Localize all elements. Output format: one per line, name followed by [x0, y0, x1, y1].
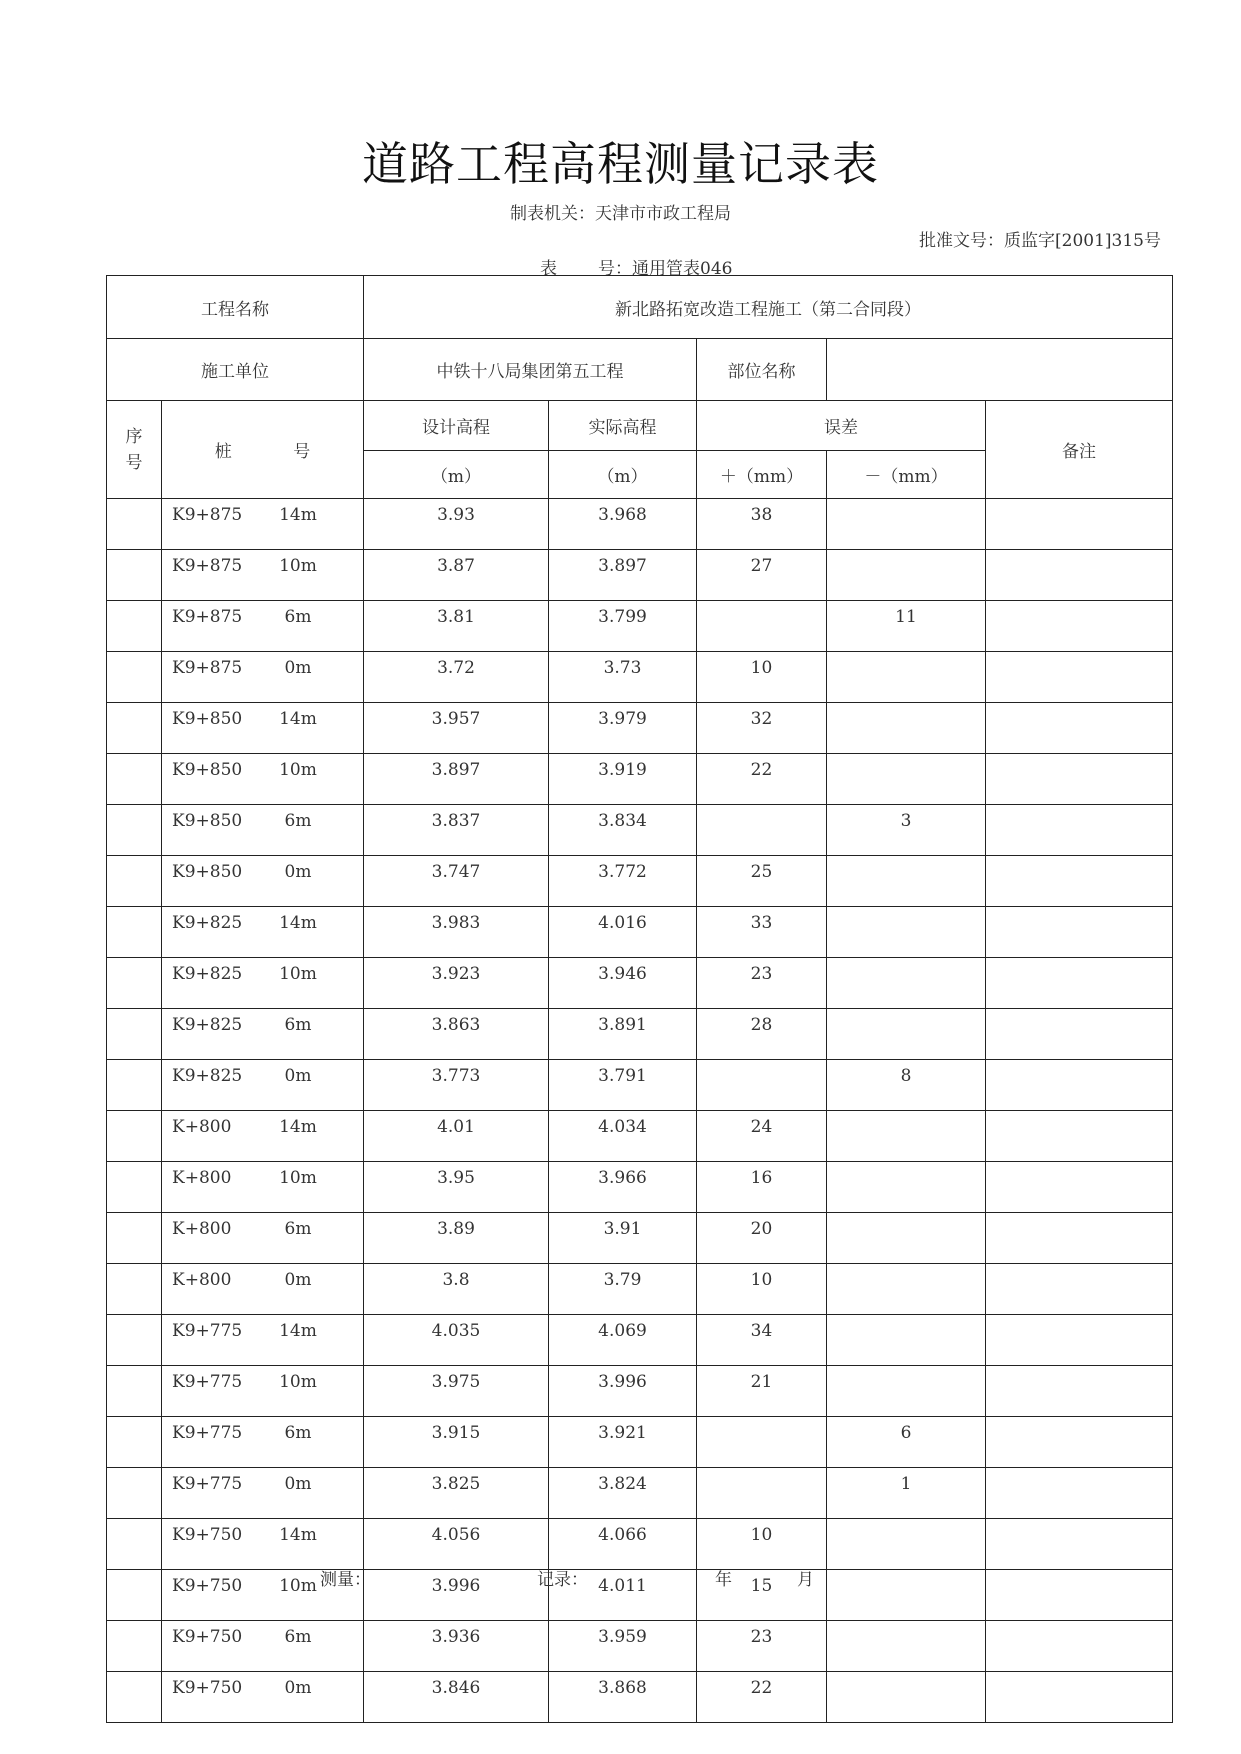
pile-cell — [162, 1060, 364, 1111]
design-unit-label: （m） — [364, 451, 549, 499]
plus-error-header: ＋（mm） — [697, 451, 827, 499]
plus-error-cell: 23 — [697, 958, 827, 1009]
design-elevation-cell: 3.863 — [364, 1009, 549, 1060]
plus-error-cell: 24 — [697, 1111, 827, 1162]
actual-elevation-header: 实际高程 — [549, 401, 697, 451]
seq-header-char-2: 号 — [125, 452, 143, 473]
station-value: K+800 — [172, 1117, 232, 1137]
minus-error-cell: 3 — [827, 805, 986, 856]
table-row — [107, 1366, 1173, 1417]
station-value: K9+775 — [172, 1474, 243, 1494]
pile-cell — [162, 856, 364, 907]
project-row — [107, 276, 1173, 339]
actual-elevation-cell: 3.791 — [549, 1060, 697, 1111]
remark-cell — [986, 652, 1173, 703]
offset-value: 10m — [279, 556, 317, 576]
station-value: K9+850 — [172, 862, 243, 882]
minus-error-cell — [827, 1111, 986, 1162]
offset-value: 6m — [284, 1015, 312, 1035]
design-elevation-cell: 3.957 — [364, 703, 549, 754]
table-row — [107, 1060, 1173, 1111]
design-elevation-header: 设计高程 — [364, 401, 549, 451]
minus-error-cell — [827, 1162, 986, 1213]
actual-elevation-cell: 3.946 — [549, 958, 697, 1009]
plus-error-cell: 23 — [697, 1621, 827, 1672]
table-row — [107, 1264, 1173, 1315]
pile-cell — [162, 499, 364, 550]
unit-row — [107, 339, 1173, 401]
seq-cell — [107, 856, 162, 907]
seq-cell — [107, 601, 162, 652]
recorder-label: 记录： — [537, 1570, 588, 1590]
plus-error-cell: 10 — [697, 652, 827, 703]
seq-cell — [107, 1570, 162, 1621]
pile-cell — [162, 958, 364, 1009]
plus-error-cell: 38 — [697, 499, 827, 550]
pile-cell — [162, 1519, 364, 1570]
actual-elevation-cell: 3.996 — [549, 1366, 697, 1417]
seq-cell — [107, 1417, 162, 1468]
table-row — [107, 1519, 1173, 1570]
table-row — [107, 1213, 1173, 1264]
project-name-value: 新北路拓宽改造工程施工（第二合同段） — [364, 276, 1173, 339]
offset-value: 10m — [279, 760, 317, 780]
remark-cell — [986, 1315, 1173, 1366]
offset-value: 14m — [279, 709, 317, 729]
actual-elevation-cell: 3.868 — [549, 1672, 697, 1723]
offset-value: 6m — [284, 1627, 312, 1647]
part-name-value — [827, 339, 1173, 401]
table-row — [107, 805, 1173, 856]
seq-cell — [107, 1213, 162, 1264]
station-value: K9+750 — [172, 1627, 243, 1647]
remark-cell — [986, 703, 1173, 754]
plus-error-cell — [697, 1468, 827, 1519]
remark-cell — [986, 1162, 1173, 1213]
seq-cell — [107, 499, 162, 550]
station-value: K9+775 — [172, 1423, 243, 1443]
remark-cell — [986, 1570, 1173, 1621]
month-label: 月 — [797, 1570, 814, 1590]
plus-error-cell: 25 — [697, 856, 827, 907]
minus-error-cell: 8 — [827, 1060, 986, 1111]
seq-cell — [107, 1519, 162, 1570]
remark-cell — [986, 1111, 1173, 1162]
actual-elevation-cell: 4.066 — [549, 1519, 697, 1570]
remark-cell — [986, 1519, 1173, 1570]
design-elevation-cell: 3.923 — [364, 958, 549, 1009]
offset-value: 10m — [279, 964, 317, 984]
seq-cell — [107, 1111, 162, 1162]
seq-cell — [107, 1009, 162, 1060]
table-row — [107, 1417, 1173, 1468]
actual-elevation-cell: 3.959 — [549, 1621, 697, 1672]
design-elevation-cell: 3.93 — [364, 499, 549, 550]
table-row — [107, 550, 1173, 601]
station-value: K9+850 — [172, 709, 243, 729]
station-value: K9+825 — [172, 1066, 243, 1086]
actual-elevation-cell: 3.79 — [549, 1264, 697, 1315]
actual-unit-label: （m） — [549, 451, 697, 499]
seq-cell — [107, 1264, 162, 1315]
pile-cell — [162, 1111, 364, 1162]
form-number-label: 表 — [540, 259, 557, 279]
design-elevation-cell: 3.747 — [364, 856, 549, 907]
design-elevation-cell: 3.8 — [364, 1264, 549, 1315]
design-elevation-cell: 3.936 — [364, 1621, 549, 1672]
pile-cell — [162, 805, 364, 856]
station-value: K+800 — [172, 1219, 232, 1239]
design-elevation-cell: 3.846 — [364, 1672, 549, 1723]
plus-error-cell — [697, 1417, 827, 1468]
actual-elevation-cell: 3.921 — [549, 1417, 697, 1468]
design-elevation-cell: 4.056 — [364, 1519, 549, 1570]
plus-error-cell: 32 — [697, 703, 827, 754]
plus-error-cell: 16 — [697, 1162, 827, 1213]
measurer-label: 测量： — [320, 1570, 371, 1590]
plus-error-cell: 22 — [697, 1672, 827, 1723]
remark-cell — [986, 856, 1173, 907]
minus-error-cell — [827, 1213, 986, 1264]
plus-error-cell: 33 — [697, 907, 827, 958]
station-value: K9+775 — [172, 1372, 243, 1392]
remark-cell — [986, 499, 1173, 550]
pile-cell — [162, 1213, 364, 1264]
table-row — [107, 1672, 1173, 1723]
form-number-value: 号：通用管表046 — [598, 259, 733, 279]
minus-error-cell — [827, 1570, 986, 1621]
table-row — [107, 856, 1173, 907]
offset-value: 14m — [279, 505, 317, 525]
remark-cell — [986, 550, 1173, 601]
remark-header: 备注 — [986, 401, 1173, 499]
table-row — [107, 1621, 1173, 1672]
seq-cell — [107, 652, 162, 703]
pile-cell — [162, 1315, 364, 1366]
pile-cell — [162, 1366, 364, 1417]
table-row — [107, 601, 1173, 652]
minus-error-cell — [827, 1519, 986, 1570]
table-row — [107, 1162, 1173, 1213]
remark-cell — [986, 1009, 1173, 1060]
year-label: 年 — [715, 1570, 732, 1590]
seq-cell — [107, 1162, 162, 1213]
actual-elevation-cell: 3.968 — [549, 499, 697, 550]
pile-cell — [162, 1468, 364, 1519]
issuing-authority: 制表机关：天津市市政工程局 — [510, 204, 731, 224]
actual-elevation-cell: 3.91 — [549, 1213, 697, 1264]
actual-elevation-cell: 3.919 — [549, 754, 697, 805]
table-row — [107, 1009, 1173, 1060]
design-elevation-cell: 3.837 — [364, 805, 549, 856]
offset-value: 10m — [279, 1168, 317, 1188]
minus-error-cell — [827, 1009, 986, 1060]
pile-cell — [162, 601, 364, 652]
page-title: 道路工程高程测量记录表 — [362, 137, 879, 191]
offset-value: 0m — [284, 1678, 312, 1698]
offset-value: 14m — [279, 1321, 317, 1341]
table-row — [107, 703, 1173, 754]
design-elevation-cell: 3.87 — [364, 550, 549, 601]
station-value: K9+850 — [172, 811, 243, 831]
design-elevation-cell: 3.825 — [364, 1468, 549, 1519]
minus-error-cell — [827, 1672, 986, 1723]
table-row — [107, 1111, 1173, 1162]
remark-cell — [986, 1417, 1173, 1468]
offset-value: 14m — [279, 1117, 317, 1137]
minus-error-cell — [827, 703, 986, 754]
station-value: K9+875 — [172, 607, 243, 627]
table-row — [107, 958, 1173, 1009]
actual-elevation-cell: 4.034 — [549, 1111, 697, 1162]
minus-error-cell — [827, 1366, 986, 1417]
design-elevation-cell: 3.773 — [364, 1060, 549, 1111]
design-elevation-cell: 3.81 — [364, 601, 549, 652]
minus-error-cell — [827, 550, 986, 601]
remark-cell — [986, 1264, 1173, 1315]
construction-unit-value: 中铁十八局集团第五工程 — [364, 339, 697, 401]
actual-elevation-cell: 3.979 — [549, 703, 697, 754]
offset-value: 0m — [284, 1066, 312, 1086]
seq-header — [107, 401, 162, 499]
offset-value: 6m — [284, 1423, 312, 1443]
design-elevation-cell: 3.89 — [364, 1213, 549, 1264]
actual-elevation-cell: 3.772 — [549, 856, 697, 907]
minus-error-cell — [827, 499, 986, 550]
pile-cell — [162, 652, 364, 703]
seq-cell — [107, 1672, 162, 1723]
remark-cell — [986, 907, 1173, 958]
remark-cell — [986, 805, 1173, 856]
part-name-label: 部位名称 — [697, 339, 827, 401]
station-value: K9+825 — [172, 1015, 243, 1035]
minus-error-cell — [827, 958, 986, 1009]
design-elevation-cell: 3.95 — [364, 1162, 549, 1213]
station-value: K9+875 — [172, 556, 243, 576]
remark-cell — [986, 1672, 1173, 1723]
plus-error-cell: 10 — [697, 1264, 827, 1315]
seq-cell — [107, 907, 162, 958]
minus-error-cell — [827, 856, 986, 907]
pile-cell — [162, 754, 364, 805]
minus-error-header: －（mm） — [827, 451, 986, 499]
design-elevation-cell: 3.996 — [364, 1570, 549, 1621]
pile-cell — [162, 1621, 364, 1672]
actual-elevation-cell: 4.011 — [549, 1570, 697, 1621]
seq-cell — [107, 703, 162, 754]
station-value: K9+775 — [172, 1321, 243, 1341]
minus-error-cell — [827, 1621, 986, 1672]
table-row — [107, 499, 1173, 550]
actual-elevation-cell: 3.966 — [549, 1162, 697, 1213]
minus-error-cell: 1 — [827, 1468, 986, 1519]
plus-error-cell: 20 — [697, 1213, 827, 1264]
minus-error-cell — [827, 1264, 986, 1315]
offset-value: 14m — [279, 1525, 317, 1545]
offset-value: 0m — [284, 862, 312, 882]
table-row — [107, 907, 1173, 958]
seq-cell — [107, 805, 162, 856]
minus-error-cell — [827, 907, 986, 958]
offset-value: 0m — [284, 658, 312, 678]
seq-cell — [107, 1468, 162, 1519]
offset-value: 14m — [279, 913, 317, 933]
project-name-label: 工程名称 — [107, 276, 364, 339]
plus-error-cell: 28 — [697, 1009, 827, 1060]
minus-error-cell — [827, 754, 986, 805]
remark-cell — [986, 754, 1173, 805]
station-value: K+800 — [172, 1270, 232, 1290]
minus-error-cell — [827, 652, 986, 703]
remark-cell — [986, 601, 1173, 652]
plus-error-cell — [697, 601, 827, 652]
table-row — [107, 1570, 1173, 1621]
pile-cell — [162, 1417, 364, 1468]
seq-cell — [107, 958, 162, 1009]
actual-elevation-cell: 4.016 — [549, 907, 697, 958]
actual-elevation-cell: 3.891 — [549, 1009, 697, 1060]
approval-number: 批准文号：质监字[2001]315号 — [919, 231, 1161, 251]
remark-cell — [986, 1060, 1173, 1111]
table-row — [107, 1315, 1173, 1366]
seq-cell — [107, 1315, 162, 1366]
offset-value: 6m — [284, 811, 312, 831]
minus-error-cell: 6 — [827, 1417, 986, 1468]
station-value: K9+825 — [172, 913, 243, 933]
plus-error-cell: 10 — [697, 1519, 827, 1570]
construction-unit-label: 施工单位 — [107, 339, 364, 401]
seq-cell — [107, 754, 162, 805]
error-header: 误差 — [697, 401, 986, 451]
pile-cell — [162, 550, 364, 601]
actual-elevation-cell: 4.069 — [549, 1315, 697, 1366]
design-elevation-cell: 3.915 — [364, 1417, 549, 1468]
table-row — [107, 1468, 1173, 1519]
offset-value: 0m — [284, 1270, 312, 1290]
offset-value: 6m — [284, 1219, 312, 1239]
remark-cell — [986, 1213, 1173, 1264]
minus-error-cell: 11 — [827, 601, 986, 652]
pile-cell — [162, 1672, 364, 1723]
plus-error-cell — [697, 805, 827, 856]
design-elevation-cell: 4.035 — [364, 1315, 549, 1366]
remark-cell — [986, 1468, 1173, 1519]
actual-elevation-cell: 3.799 — [549, 601, 697, 652]
pile-cell — [162, 1162, 364, 1213]
seq-cell — [107, 1366, 162, 1417]
minus-error-cell — [827, 1315, 986, 1366]
seq-header-char-1: 序 — [125, 426, 143, 447]
plus-error-cell — [697, 1060, 827, 1111]
table-row — [107, 754, 1173, 805]
pile-cell — [162, 907, 364, 958]
table-row — [107, 652, 1173, 703]
station-value: K9+750 — [172, 1525, 243, 1545]
pile-cell — [162, 703, 364, 754]
plus-error-cell: 21 — [697, 1366, 827, 1417]
station-value: K+800 — [172, 1168, 232, 1188]
seq-cell — [107, 1621, 162, 1672]
seq-cell — [107, 1060, 162, 1111]
plus-error-cell: 15 — [697, 1570, 827, 1621]
actual-elevation-cell: 3.73 — [549, 652, 697, 703]
seq-cell — [107, 550, 162, 601]
station-value: K9+750 — [172, 1678, 243, 1698]
offset-value: 10m — [279, 1372, 317, 1392]
design-elevation-cell: 3.975 — [364, 1366, 549, 1417]
pile-cell — [162, 1264, 364, 1315]
station-value: K9+825 — [172, 964, 243, 984]
remark-cell — [986, 1366, 1173, 1417]
remark-cell — [986, 958, 1173, 1009]
design-elevation-cell: 3.72 — [364, 652, 549, 703]
offset-value: 6m — [284, 607, 312, 627]
column-header-row-1 — [107, 401, 1173, 451]
offset-value: 0m — [284, 1474, 312, 1494]
actual-elevation-cell: 3.834 — [549, 805, 697, 856]
station-value: K9+850 — [172, 760, 243, 780]
station-value: K9+875 — [172, 505, 243, 525]
pile-header: 桩 号 — [162, 401, 364, 499]
actual-elevation-cell: 3.897 — [549, 550, 697, 601]
elevation-record-table — [106, 275, 1173, 1723]
design-elevation-cell: 4.01 — [364, 1111, 549, 1162]
pile-cell — [162, 1009, 364, 1060]
remark-cell — [986, 1621, 1173, 1672]
plus-error-cell: 34 — [697, 1315, 827, 1366]
design-elevation-cell: 3.983 — [364, 907, 549, 958]
station-value: K9+875 — [172, 658, 243, 678]
station-value: K9+750 — [172, 1576, 243, 1596]
offset-value: 10m — [279, 1576, 317, 1596]
plus-error-cell: 22 — [697, 754, 827, 805]
actual-elevation-cell: 3.824 — [549, 1468, 697, 1519]
plus-error-cell: 27 — [697, 550, 827, 601]
design-elevation-cell: 3.897 — [364, 754, 549, 805]
